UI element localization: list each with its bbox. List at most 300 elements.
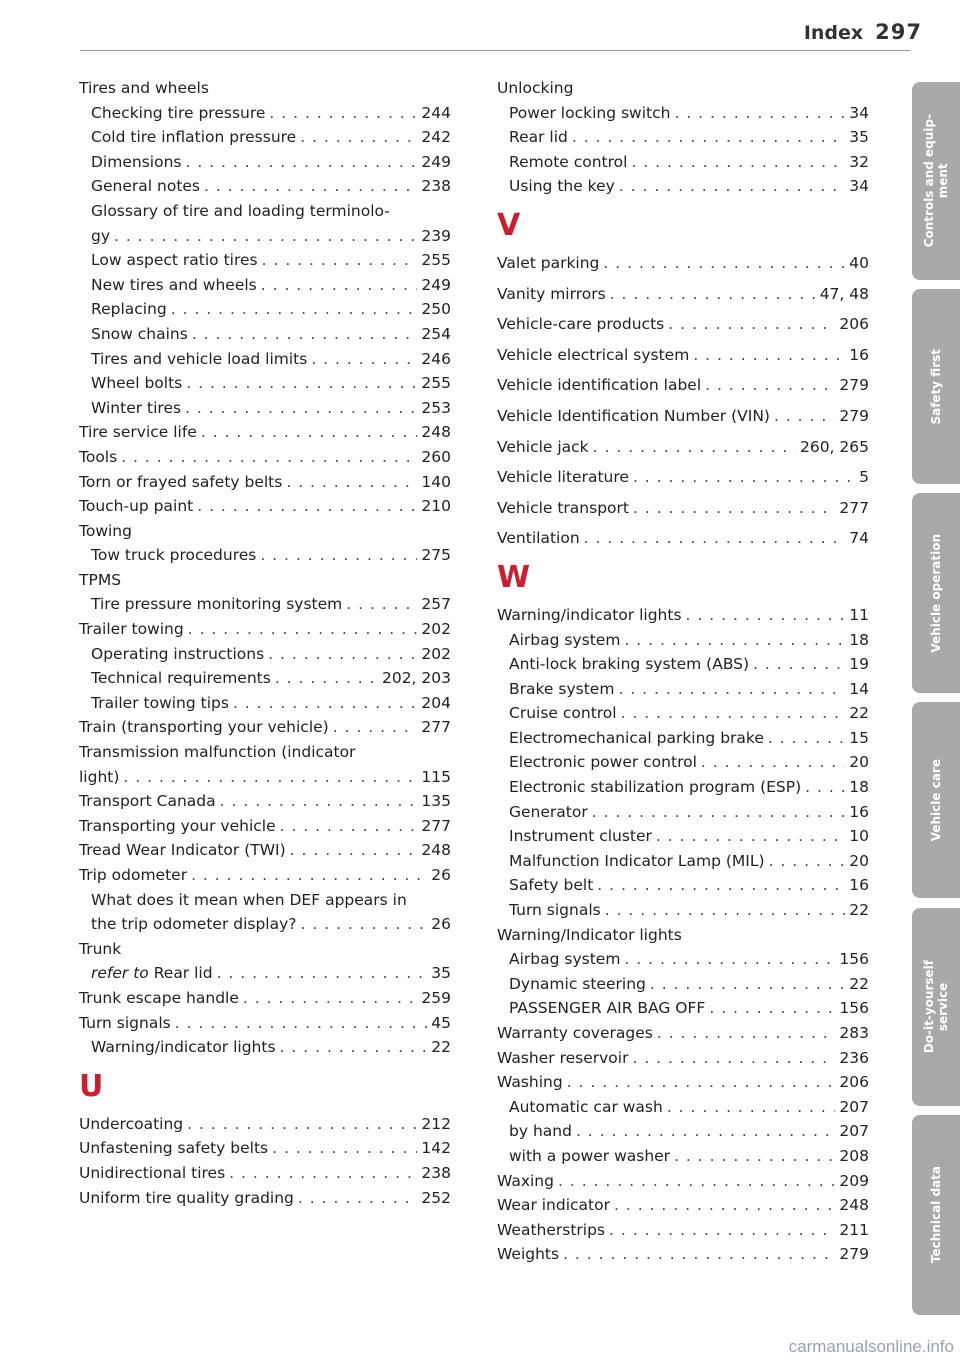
dot-leader: [272, 1136, 417, 1161]
index-term-text: Rear lid: [509, 128, 568, 147]
dot-leader: [260, 543, 417, 568]
page-reference[interactable]: 156: [839, 999, 869, 1018]
page-reference[interactable]: 260: [421, 447, 451, 466]
index-entry[interactable]: [497, 898, 869, 923]
page-reference[interactable]: 206: [839, 315, 869, 334]
index-term: [497, 1242, 559, 1267]
page-reference[interactable]: 10: [849, 827, 869, 846]
index-term: [497, 496, 629, 521]
page-reference[interactable]: 210: [421, 497, 451, 516]
index-entry[interactable]: [497, 1070, 869, 1095]
index-entry[interactable]: [497, 343, 869, 368]
tab-safety-first[interactable]: [912, 289, 960, 484]
index-entry[interactable]: [79, 789, 451, 814]
page-reference[interactable]: 254: [421, 324, 451, 343]
page-reference[interactable]: 35: [431, 964, 451, 983]
index-entry[interactable]: [497, 996, 869, 1021]
index-entry[interactable]: [79, 224, 451, 249]
index-term-text: Turn signals: [79, 1013, 171, 1032]
page-reference[interactable]: 279: [839, 1245, 869, 1264]
tab-controls-and-equipment[interactable]: [912, 82, 960, 280]
index-term-text: Tire pressure monitoring system: [91, 595, 343, 614]
dot-leader: [572, 125, 845, 150]
dot-leader: [268, 642, 417, 667]
section-letter-w: W: [497, 559, 531, 595]
index-term: [91, 125, 296, 150]
index-entry[interactable]: [497, 775, 869, 800]
index-entry[interactable]: [79, 617, 451, 642]
index-term: [509, 1119, 572, 1144]
index-entry[interactable]: [79, 347, 451, 372]
dot-leader: [204, 174, 417, 199]
page-reference[interactable]: 244: [421, 103, 451, 122]
index-term-text: Touch-up paint: [79, 497, 194, 516]
page-reference[interactable]: 22: [431, 1038, 451, 1057]
dot-leader: [674, 1144, 835, 1169]
page-reference[interactable]: 5: [859, 468, 869, 487]
page-reference[interactable]: 253: [421, 398, 451, 417]
index-term-text: Washing: [497, 1073, 563, 1092]
index-entry[interactable]: [497, 150, 869, 175]
dot-leader: [686, 603, 846, 628]
page-reference[interactable]: 26: [431, 915, 451, 934]
page-reference[interactable]: 202: [421, 620, 451, 639]
index-entry[interactable]: [79, 1035, 451, 1060]
page-reference[interactable]: 249: [421, 275, 451, 294]
index-entry[interactable]: [79, 543, 451, 568]
page-reference[interactable]: 239: [421, 226, 451, 245]
tab-vehicle-operation[interactable]: [912, 493, 960, 693]
dot-leader: [229, 1161, 417, 1186]
dot-leader: [121, 445, 417, 470]
dot-leader: [346, 592, 417, 617]
index-entry[interactable]: [497, 101, 869, 126]
index-term-text: Using the key: [509, 177, 615, 196]
index-entry[interactable]: [497, 404, 869, 429]
index-term: [509, 174, 615, 199]
page-reference[interactable]: 35: [849, 128, 869, 147]
index-entry[interactable]: [79, 912, 451, 937]
page-reference[interactable]: 279: [839, 406, 869, 425]
index-term: [509, 652, 749, 677]
index-entry[interactable]: [79, 297, 451, 322]
page-reference[interactable]: 277: [421, 718, 451, 737]
dot-leader: [705, 373, 835, 398]
index-entry[interactable]: [79, 642, 451, 667]
index-entry[interactable]: [79, 666, 451, 691]
page-reference[interactable]: 260, 265: [799, 437, 869, 456]
index-entry-continued: What does it mean when DEF appears in: [91, 890, 407, 909]
page-reference[interactable]: 277: [421, 816, 451, 835]
index-entry[interactable]: [497, 628, 869, 653]
index-term: [509, 873, 593, 898]
index-entry[interactable]: [79, 1112, 451, 1137]
index-entry[interactable]: [79, 1011, 451, 1036]
page-reference[interactable]: 283: [839, 1024, 869, 1042]
page-reference[interactable]: 40: [849, 253, 869, 272]
index-term-text: Rear lid: [153, 964, 213, 983]
dot-leader: [605, 898, 846, 923]
page-reference[interactable]: 249: [421, 152, 451, 171]
index-entry[interactable]: [79, 445, 451, 470]
page-reference[interactable]: 16: [849, 876, 869, 895]
index-term: [79, 617, 184, 642]
index-term: [497, 312, 664, 337]
page-reference[interactable]: 202: [421, 644, 451, 663]
dot-leader: [114, 224, 417, 249]
page-reference[interactable]: 208: [839, 1146, 869, 1165]
index-entry[interactable]: [497, 1242, 869, 1267]
index-heading: Warning/Indicator lights: [497, 925, 682, 944]
index-entry[interactable]: [497, 1169, 869, 1194]
page-reference[interactable]: 22: [849, 704, 869, 723]
page-reference[interactable]: 211: [839, 1220, 869, 1239]
index-term: [497, 1193, 610, 1218]
page-reference[interactable]: 242: [421, 128, 451, 147]
index-term: [509, 947, 620, 972]
dot-leader: [657, 1021, 836, 1046]
index-entry[interactable]: [497, 677, 869, 702]
index-entry[interactable]: [79, 838, 451, 863]
page-reference[interactable]: 18: [849, 778, 869, 797]
index-entry[interactable]: [79, 322, 451, 347]
index-term-text: Vehicle identification label: [497, 376, 702, 395]
dot-leader: [333, 715, 418, 740]
index-entry[interactable]: [497, 312, 869, 337]
index-entry[interactable]: [497, 603, 869, 628]
index-term-text: Cold tire inflation pressure: [91, 128, 297, 147]
index-entry[interactable]: [497, 373, 869, 398]
index-term: [91, 961, 213, 986]
index-term-text: Transport Canada: [79, 792, 216, 811]
index-entry[interactable]: [497, 750, 869, 775]
index-heading: Trunk: [79, 939, 122, 958]
page-reference[interactable]: 18: [849, 630, 869, 649]
index-term-text: Electronic stabilization program (ESP): [509, 778, 802, 797]
index-term: [91, 347, 307, 372]
page-reference[interactable]: 26: [431, 866, 451, 884]
index-entry[interactable]: [79, 150, 451, 175]
dot-leader: [191, 863, 427, 888]
page-reference[interactable]: 207: [839, 1097, 869, 1116]
index-entry[interactable]: [497, 1095, 869, 1120]
index-entry[interactable]: [79, 1186, 451, 1211]
index-term: [79, 789, 216, 814]
index-term-text: Wear indicator: [497, 1196, 610, 1215]
index-entry[interactable]: [497, 726, 869, 751]
dot-leader: [624, 628, 845, 653]
section-letter-u: U: [79, 1068, 104, 1104]
index-term-text: by hand: [509, 1122, 572, 1141]
index-heading: TPMS: [79, 570, 122, 589]
index-term-text: Unidirectional tires: [79, 1163, 226, 1182]
dot-leader: [633, 496, 835, 521]
index-entry[interactable]: [497, 465, 869, 490]
page-reference[interactable]: 238: [421, 1163, 451, 1182]
index-term-text: Valet parking: [497, 253, 600, 272]
index-entry[interactable]: [79, 814, 451, 839]
index-term-text: Replacing: [91, 300, 167, 319]
page-reference[interactable]: 246: [421, 349, 451, 368]
index-entry-refer[interactable]: [79, 961, 451, 986]
index-term: [497, 526, 580, 551]
index-term: [497, 251, 599, 276]
page-reference[interactable]: 212: [421, 1114, 451, 1133]
index-term: [497, 282, 606, 307]
index-term-text: Malfunction Indicator Lamp (MIL): [509, 851, 765, 870]
page-reference[interactable]: 135: [421, 792, 451, 811]
index-term: [79, 445, 117, 470]
page-reference[interactable]: 74: [849, 529, 869, 548]
page-reference[interactable]: 202, 203: [381, 669, 451, 688]
index-entry[interactable]: [79, 765, 451, 790]
index-term-text: Power locking switch: [509, 103, 671, 122]
index-entry[interactable]: [79, 420, 451, 445]
index-term-text: Warning/indicator lights: [91, 1038, 276, 1057]
index-entry[interactable]: [79, 371, 451, 396]
page-reference[interactable]: 257: [421, 595, 451, 614]
index-entry[interactable]: [497, 1144, 869, 1169]
index-term: [509, 750, 697, 775]
index-term: [79, 814, 276, 839]
dot-leader: [584, 526, 846, 551]
index-entry[interactable]: [79, 1136, 451, 1161]
index-entry[interactable]: [497, 435, 869, 460]
page-reference[interactable]: 207: [839, 1122, 869, 1141]
page-reference[interactable]: 14: [849, 679, 869, 698]
index-entry[interactable]: [497, 824, 869, 849]
dot-leader: [667, 1095, 836, 1120]
page-number: 297: [875, 20, 922, 44]
index-term-text: New tires and wheels: [91, 275, 257, 294]
dot-leader: [197, 494, 417, 519]
dot-leader: [192, 322, 418, 347]
dot-leader: [603, 251, 845, 276]
page-reference[interactable]: 236: [839, 1048, 869, 1067]
page-reference[interactable]: 204: [421, 693, 451, 712]
dot-leader: [275, 666, 378, 691]
page-reference[interactable]: 19: [849, 655, 869, 674]
index-term: [509, 996, 705, 1021]
index-term-text: Dimensions: [91, 152, 182, 171]
dot-leader: [123, 765, 417, 790]
index-term: [497, 404, 770, 429]
dot-leader: [187, 1112, 417, 1137]
dot-leader: [311, 347, 417, 372]
index-entry[interactable]: [497, 282, 869, 307]
page-reference[interactable]: 47, 48: [819, 284, 869, 303]
index-entry[interactable]: [497, 972, 869, 997]
index-term: [91, 174, 200, 199]
page-reference[interactable]: 142: [421, 1139, 451, 1158]
page-reference[interactable]: 34: [849, 177, 869, 196]
index-entry[interactable]: [497, 1119, 869, 1144]
page-reference[interactable]: 252: [421, 1188, 451, 1207]
index-term-text: Airbag system: [509, 950, 621, 969]
dot-leader: [614, 1193, 835, 1218]
dot-leader: [592, 800, 846, 825]
dot-leader: [280, 1035, 428, 1060]
index-term: [91, 224, 110, 249]
page-reference[interactable]: 32: [849, 152, 869, 171]
index-entry[interactable]: [79, 1161, 451, 1186]
index-term-text: Undercoating: [79, 1114, 184, 1133]
index-term-text: Trailer towing: [79, 620, 184, 639]
dot-leader: [619, 174, 845, 199]
index-entry[interactable]: [79, 273, 451, 298]
page-reference[interactable]: 156: [839, 950, 869, 969]
index-term-text: Airbag system: [509, 630, 621, 649]
index-term: [79, 1011, 171, 1036]
index-term: [509, 972, 646, 997]
dot-leader: [633, 465, 855, 490]
index-term-text: Transporting your vehicle: [79, 816, 276, 835]
index-entry[interactable]: [497, 701, 869, 726]
page-reference[interactable]: 255: [421, 251, 451, 270]
section-title: Index: [803, 22, 864, 44]
dot-leader: [185, 150, 417, 175]
index-entry[interactable]: [79, 101, 451, 126]
page-reference[interactable]: 34: [849, 103, 869, 122]
dot-leader: [631, 150, 845, 175]
index-term-text: Weatherstrips: [497, 1220, 606, 1239]
index-entry[interactable]: [497, 873, 869, 898]
index-term: [91, 543, 256, 568]
index-term: [509, 677, 614, 702]
index-entry[interactable]: [79, 691, 451, 716]
index-entry[interactable]: [79, 248, 451, 273]
index-term: [509, 824, 652, 849]
index-entry[interactable]: [497, 849, 869, 874]
index-term: [509, 150, 627, 175]
index-entry[interactable]: [497, 526, 869, 551]
index-entry[interactable]: [497, 947, 869, 972]
index-entry[interactable]: [79, 174, 451, 199]
index-term: [497, 603, 682, 628]
index-term: [91, 273, 257, 298]
page-reference[interactable]: 250: [421, 300, 451, 319]
dot-leader: [656, 824, 845, 849]
index-term-text: Tire service life: [79, 423, 197, 442]
page-reference[interactable]: 255: [421, 374, 451, 393]
page-reference[interactable]: 209: [839, 1171, 869, 1190]
page-reference[interactable]: 275: [421, 546, 451, 565]
index-term: [509, 1144, 670, 1169]
index-entry[interactable]: [79, 986, 451, 1011]
dot-leader: [171, 297, 418, 322]
refer-prefix: refer to: [91, 964, 149, 983]
index-term: [91, 396, 181, 421]
index-entry[interactable]: [497, 125, 869, 150]
index-term: [509, 726, 764, 751]
index-term: [91, 371, 182, 396]
index-term-text: Low aspect ratio tires: [91, 251, 258, 270]
index-term: [497, 1070, 563, 1095]
tab-technical-data[interactable]: [912, 1115, 960, 1315]
index-entry[interactable]: [497, 174, 869, 199]
dot-leader: [576, 1119, 835, 1144]
dot-leader: [280, 814, 418, 839]
index-entry[interactable]: [79, 863, 451, 888]
index-entry[interactable]: [79, 715, 451, 740]
index-term-text: Torn or frayed safety belts: [79, 472, 283, 491]
page-reference[interactable]: 279: [839, 376, 869, 395]
index-entry[interactable]: [497, 496, 869, 521]
page-reference[interactable]: 206: [839, 1073, 869, 1092]
dot-leader: [621, 701, 846, 726]
index-term-text: Unfastening safety belts: [79, 1139, 269, 1158]
page-reference[interactable]: 140: [421, 472, 451, 491]
index-entry[interactable]: [497, 1193, 869, 1218]
index-entry[interactable]: [497, 652, 869, 677]
dot-leader: [609, 1218, 835, 1243]
index-term-text: Cruise control: [509, 704, 617, 723]
index-entry[interactable]: [79, 470, 451, 495]
dot-leader: [567, 1070, 836, 1095]
index-entry[interactable]: [79, 396, 451, 421]
page-reference[interactable]: 15: [849, 728, 869, 747]
page-reference[interactable]: 248: [839, 1196, 869, 1215]
index-entry[interactable]: [497, 800, 869, 825]
dot-leader: [286, 470, 417, 495]
dot-leader: [768, 726, 845, 751]
index-term-text: Warning/indicator lights: [497, 605, 682, 624]
page-reference[interactable]: 16: [849, 345, 869, 364]
page-reference[interactable]: 16: [849, 802, 869, 821]
page-reference[interactable]: 45: [431, 1013, 451, 1032]
dot-leader: [774, 404, 835, 429]
dot-leader: [753, 652, 845, 677]
index-entry-continued: Glossary of tire and loading terminolo-: [91, 201, 390, 220]
dot-leader: [290, 838, 418, 863]
index-term-text: Safety belt: [509, 876, 594, 895]
tab-vehicle-care[interactable]: [912, 702, 960, 898]
page-reference[interactable]: 20: [849, 851, 869, 870]
page-reference[interactable]: 238: [421, 177, 451, 196]
index-term: [79, 494, 193, 519]
index-entry[interactable]: [497, 1046, 869, 1071]
index-term-text: Checking tire pressure: [91, 103, 266, 122]
page-reference[interactable]: 277: [839, 498, 869, 517]
page-reference[interactable]: 248: [421, 423, 451, 442]
index-term-text: Vehicle Identification Number (VIN): [497, 406, 770, 425]
index-entry[interactable]: [497, 1218, 869, 1243]
index-term: [79, 1136, 268, 1161]
index-term-text: Tow truck procedures: [91, 546, 257, 565]
page-reference[interactable]: 11: [849, 605, 869, 624]
dot-leader: [217, 961, 428, 986]
index-entry[interactable]: [79, 494, 451, 519]
page-reference[interactable]: 22: [849, 974, 869, 993]
index-entry[interactable]: [497, 1021, 869, 1046]
page-reference[interactable]: 115: [421, 767, 451, 786]
page-reference[interactable]: 248: [421, 841, 451, 860]
index-term-text: Trip odometer: [79, 866, 188, 884]
page-reference[interactable]: 259: [421, 988, 451, 1007]
index-term: [91, 912, 297, 937]
dot-leader: [233, 691, 417, 716]
index-term-text: Wheel bolts: [91, 374, 183, 393]
index-entry[interactable]: [497, 251, 869, 276]
index-term: [79, 420, 197, 445]
index-term: [509, 800, 588, 825]
tab-do-it-yourself-service[interactable]: [912, 908, 960, 1106]
page-reference[interactable]: 20: [849, 753, 869, 772]
index-entry[interactable]: [79, 592, 451, 617]
page-reference[interactable]: 22: [849, 901, 869, 920]
index-term-text: Warranty coverages: [497, 1024, 653, 1042]
index-entry[interactable]: [79, 125, 451, 150]
